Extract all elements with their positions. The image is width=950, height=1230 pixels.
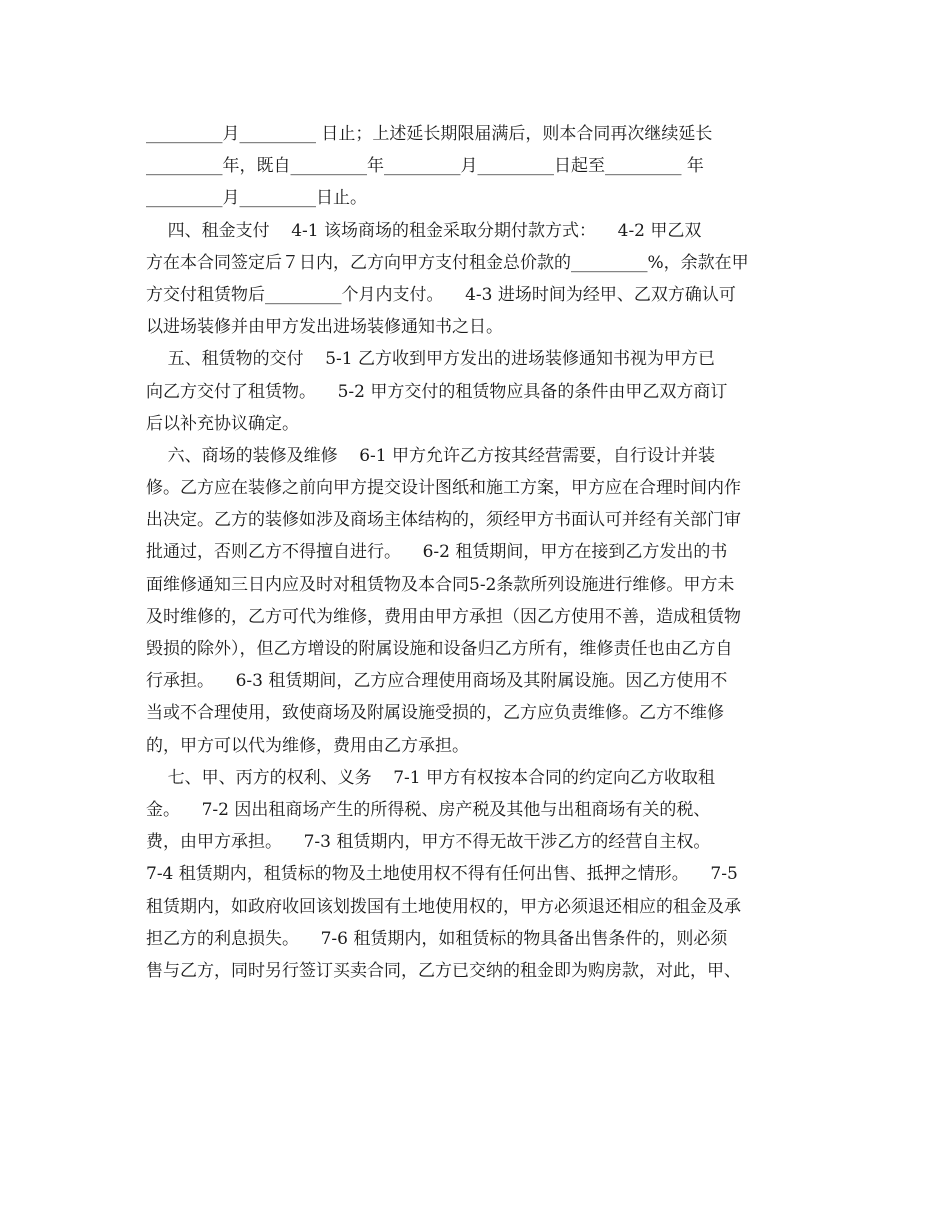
text-line: 的，甲方可以代为维修，费用由乙方承担。 (146, 735, 469, 756)
text-line: 方在本合同签定后７日内，乙方向甲方支付租金总价款的_________%，余款在甲 (146, 252, 749, 273)
text-line: 批通过，否则乙方不得擅自进行。 6-2 租赁期间，甲方在接到乙方发出的书 (146, 542, 728, 563)
text-line: _________月_________日止。 (146, 188, 367, 209)
text-line: 7-4 租赁期内，租赁标的物及土地使用权不得有任何出售、抵押之情形。 7-5 (146, 864, 738, 885)
text-line: 行承担。 6-3 租赁期间，乙方应合理使用商场及其附属设施。因乙方使用不 (146, 671, 728, 692)
text-line: 五、租赁物的交付 5-1 乙方收到甲方发出的进场装修通知书视为甲方已 (146, 349, 716, 370)
text-line: _________月_________ 日止；上述延长期限届满后，则本合同再次继续延长 (146, 124, 713, 144)
text-line: 面维修通知三日内应及时对租赁物及本合同5-2条款所列设施进行维修。甲方未 (146, 574, 735, 595)
text-line: 出决定。乙方的装修如涉及商场主体结构的，须经甲方书面认可并经有关部门审 (146, 510, 741, 531)
text-line: 七、甲、丙方的权利、义务 7-1 甲方有权按本合同的约定向乙方收取租 (146, 767, 716, 788)
text-line: 及时维修的，乙方可代为维修，费用由甲方承担（因乙方使用不善，造成租赁物 (146, 606, 741, 627)
text-line: 租赁期内，如政府收回该划拨国有土地使用权的，甲方必须退还相应的租金及承 (146, 896, 741, 917)
text-line: 售与乙方，同时另行签订买卖合同，乙方已交纳的租金即为购房款，对此，甲、 (146, 960, 741, 981)
text-line: 向乙方交付了租赁物。 5-2 甲方交付的租赁物应具备的条件由甲乙双方商订 (146, 381, 728, 402)
text-line: 以进场装修并由甲方发出进场装修通知书之日。 (146, 317, 503, 338)
text-line: 费，由甲方承担。 7-3 租赁期内，甲方不得无故干涉乙方的经营自主权。 (146, 832, 711, 853)
text-line: 毁损的除外），但乙方增设的附属设施和设备归乙方所有，维修责任也由乙方自 (146, 639, 733, 659)
text-line: 四、租金支付 4-1 该场商场的租金采取分期付款方式： 4-2 甲乙双 (146, 220, 702, 241)
text-line: _________年，既自_________年_________月_________日起至_________ 年 (146, 156, 704, 177)
contract-text (146, 118, 806, 987)
text-line: 金。 7-2 因出租商场产生的所得税、房产税及其他与出租商场有关的税、 (146, 799, 711, 820)
text-line: 六、商场的装修及维修 6-1 甲方允许乙方按其经营需要，自行设计并装 (146, 445, 716, 466)
text-line: 当或不合理使用，致使商场及附属设施受损的，乙方应负责维修。乙方不维修 (146, 703, 724, 724)
text-line: 后以补充协议确定。 (146, 413, 299, 434)
text-line: 修。乙方应在装修之前向甲方提交设计图纸和施工方案，甲方应在合理时间内作 (146, 478, 741, 499)
text-line: 方交付租赁物后_________个月内支付。 4-3 进场时间为经甲、乙双方确认可 (146, 284, 736, 305)
text-line: 担乙方的利息损失。 7-6 租赁期内，如租赁标的物具备出售条件的，则必须 (146, 928, 728, 949)
